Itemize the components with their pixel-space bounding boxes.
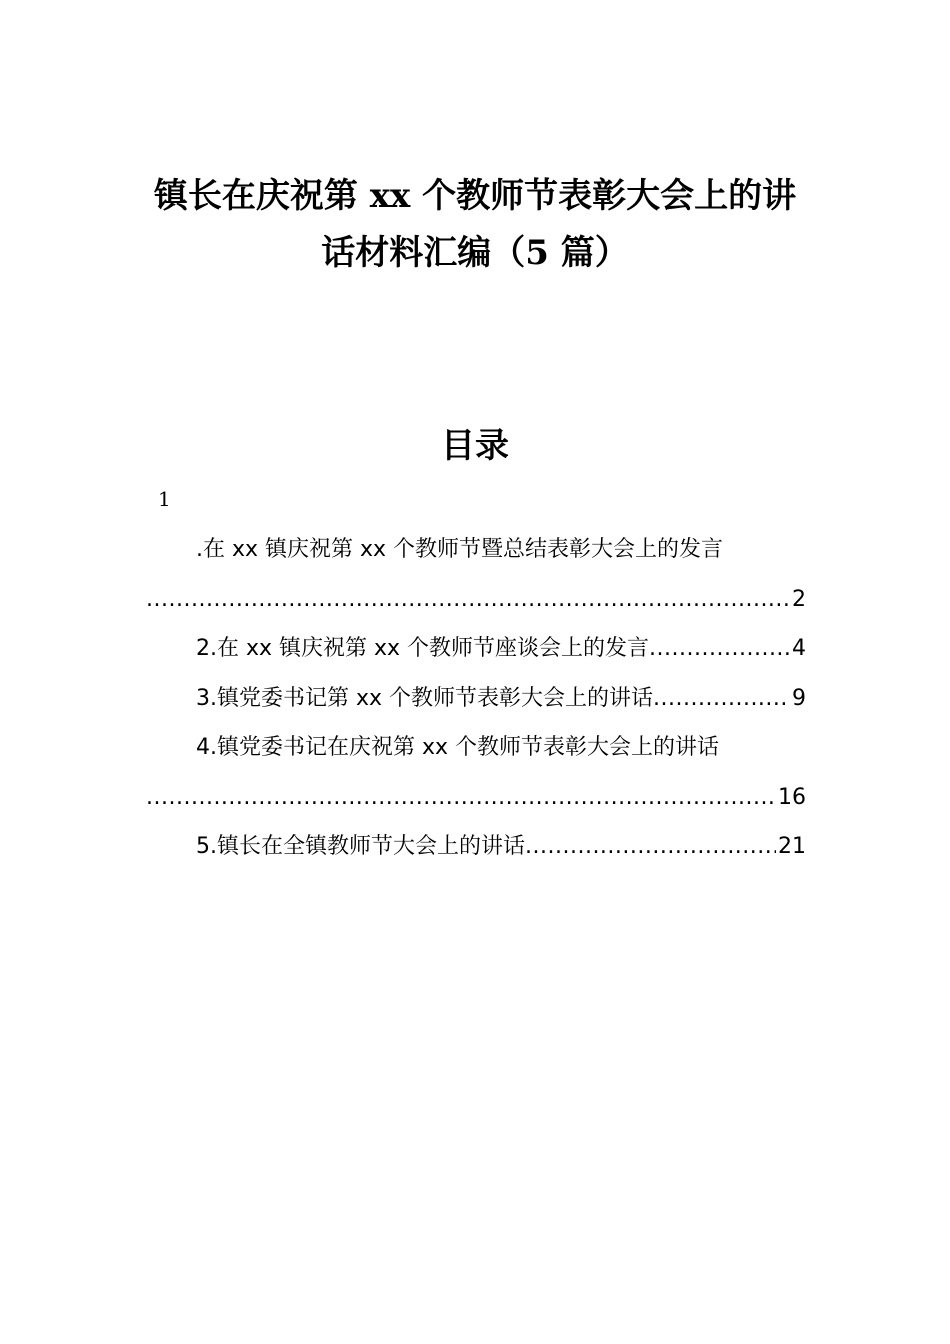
toc-entry-page: 16 — [778, 784, 806, 810]
toc-leader-dots — [525, 822, 776, 872]
toc-entry-title: 3.镇党委书记第 xx 个教师节表彰大会上的讲话 — [196, 685, 654, 711]
toc-leader-dots — [146, 773, 776, 823]
toc-entry-page: 21 — [778, 834, 806, 859]
document-title — [140, 168, 810, 282]
toc-entry-4-leader[interactable] — [146, 773, 806, 823]
toc-entry-3[interactable] — [146, 674, 806, 724]
document-title-line-2: 话材料汇编（5 篇） — [321, 233, 629, 273]
toc-leader-dots — [146, 575, 790, 625]
toc-entry-4[interactable] — [146, 723, 806, 773]
toc-entry-page: 9 — [792, 685, 806, 711]
toc-entry-2[interactable] — [146, 624, 806, 674]
toc-entry-page: 2 — [792, 586, 806, 612]
toc-item-number: 1 — [158, 487, 171, 511]
toc-entry-page: 4 — [792, 636, 806, 661]
toc-entry-title: .在 xx 镇庆祝第 xx 个教师节暨总结表彰大会上的发言 — [196, 537, 724, 562]
toc-heading: 目录 — [441, 426, 509, 466]
toc-entry-title: 2.在 xx 镇庆祝第 xx 个教师节座谈会上的发言 — [196, 636, 650, 661]
table-of-contents — [146, 525, 806, 872]
document-title-line-1: 镇长在庆祝第 xx 个教师节表彰大会上的讲 — [153, 176, 797, 216]
toc-entry-1-leader[interactable] — [146, 575, 806, 625]
toc-leader-dots — [653, 674, 790, 724]
toc-entry-title: 4.镇党委书记在庆祝第 xx 个教师节表彰大会上的讲话 — [196, 735, 720, 760]
toc-leader-dots — [649, 624, 790, 674]
toc-entry-1[interactable] — [146, 525, 806, 575]
toc-entry-5[interactable] — [146, 822, 806, 872]
toc-entry-title: 5.镇长在全镇教师节大会上的讲话 — [196, 834, 525, 859]
